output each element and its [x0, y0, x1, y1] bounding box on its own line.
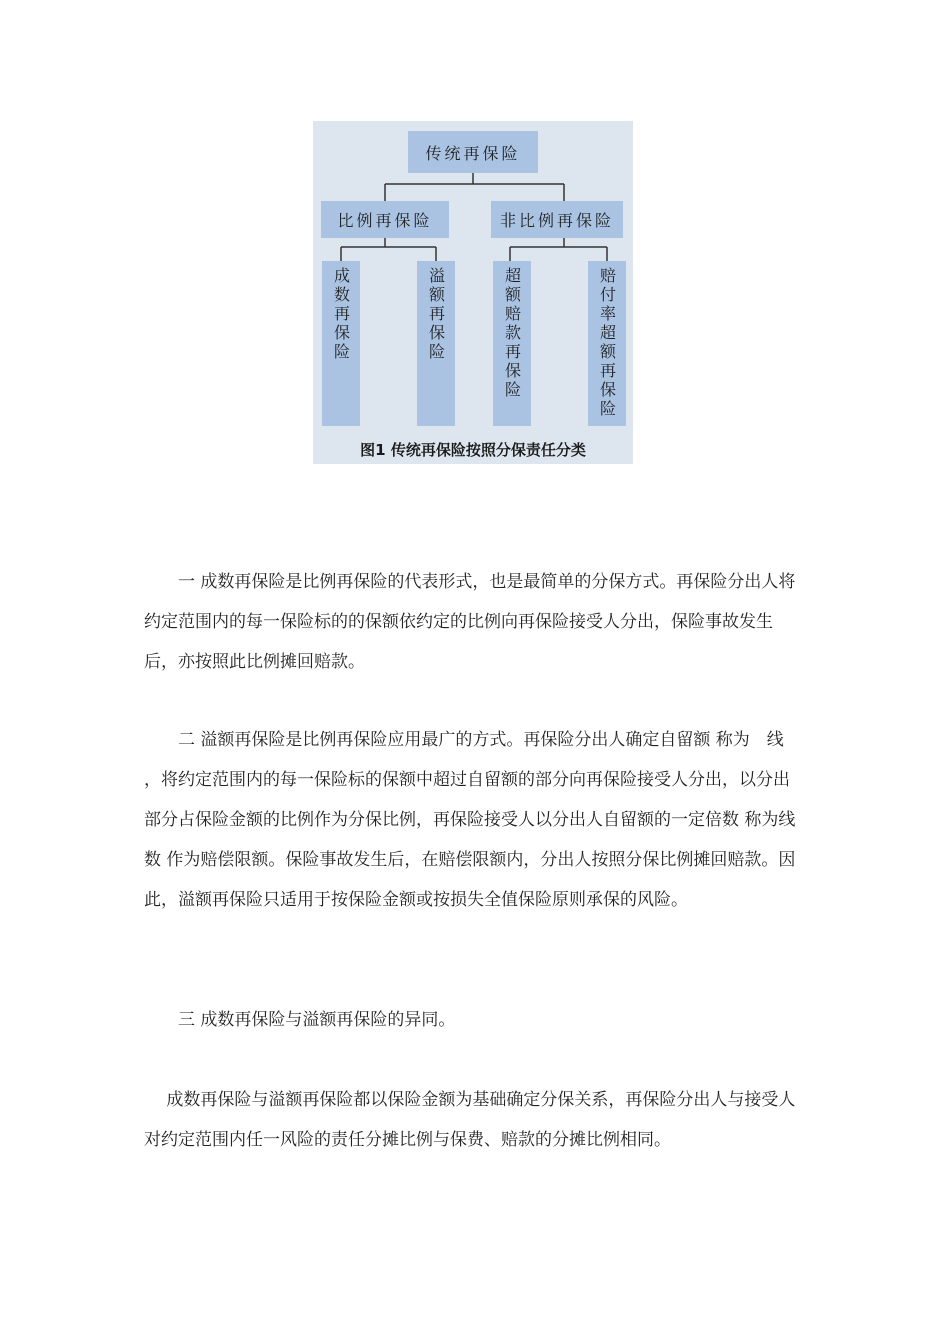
leaf-surplus: 溢额再保险	[417, 261, 455, 426]
leaf-excess-of-loss: 超额赔款再保险	[493, 261, 531, 426]
paragraph-comparison-heading: 三 成数再保险与溢额再保险的异同。	[144, 1010, 456, 1030]
leaf-quota-share: 成数再保险	[322, 261, 360, 426]
non-proportional-node: 非比例再保险	[491, 201, 623, 238]
root-node: 传统再保险	[408, 131, 538, 173]
paragraph-surplus: 二 溢额再保险是比例再保险应用最广的方式。再保险分出人确定自留额 称为 线 ，将约定范围内的每一保险标的保额中超过自留额的部分向再保险接受人分出，以分出部分占保险金额的比例作为分保比例，再保险接受人以分出人自留额的一定倍数 称为线数 作为赔偿限额。保险事故发生后，在赔偿限额内，分出人按照分保比例摊回赔款。因此，溢额再保险只适用于按保险金额或按损失全值保险原则承保的风险。	[144, 730, 796, 910]
leaf-stop-loss: 赔付率超额再保险	[588, 261, 626, 426]
figure-caption: 图1 传统再保险按照分保责任分类	[360, 441, 586, 459]
proportional-node: 比例再保险	[321, 201, 449, 238]
classification-diagram	[313, 121, 633, 464]
paragraph-quota-share: 一 成数再保险是比例再保险的代表形式，也是最简单的分保方式。再保险分出人将约定范围内的每一保险标的的保额依约定的比例向再保险接受人分出，保险事故发生后，亦按照此比例摊回赔款。	[144, 572, 796, 672]
paragraph-comparison: 成数再保险与溢额再保险都以保险金额为基础确定分保关系，再保险分出人与接受人对约定范围内任一风险的责任分摊比例与保费、赔款的分摊比例相同。	[144, 1090, 796, 1150]
